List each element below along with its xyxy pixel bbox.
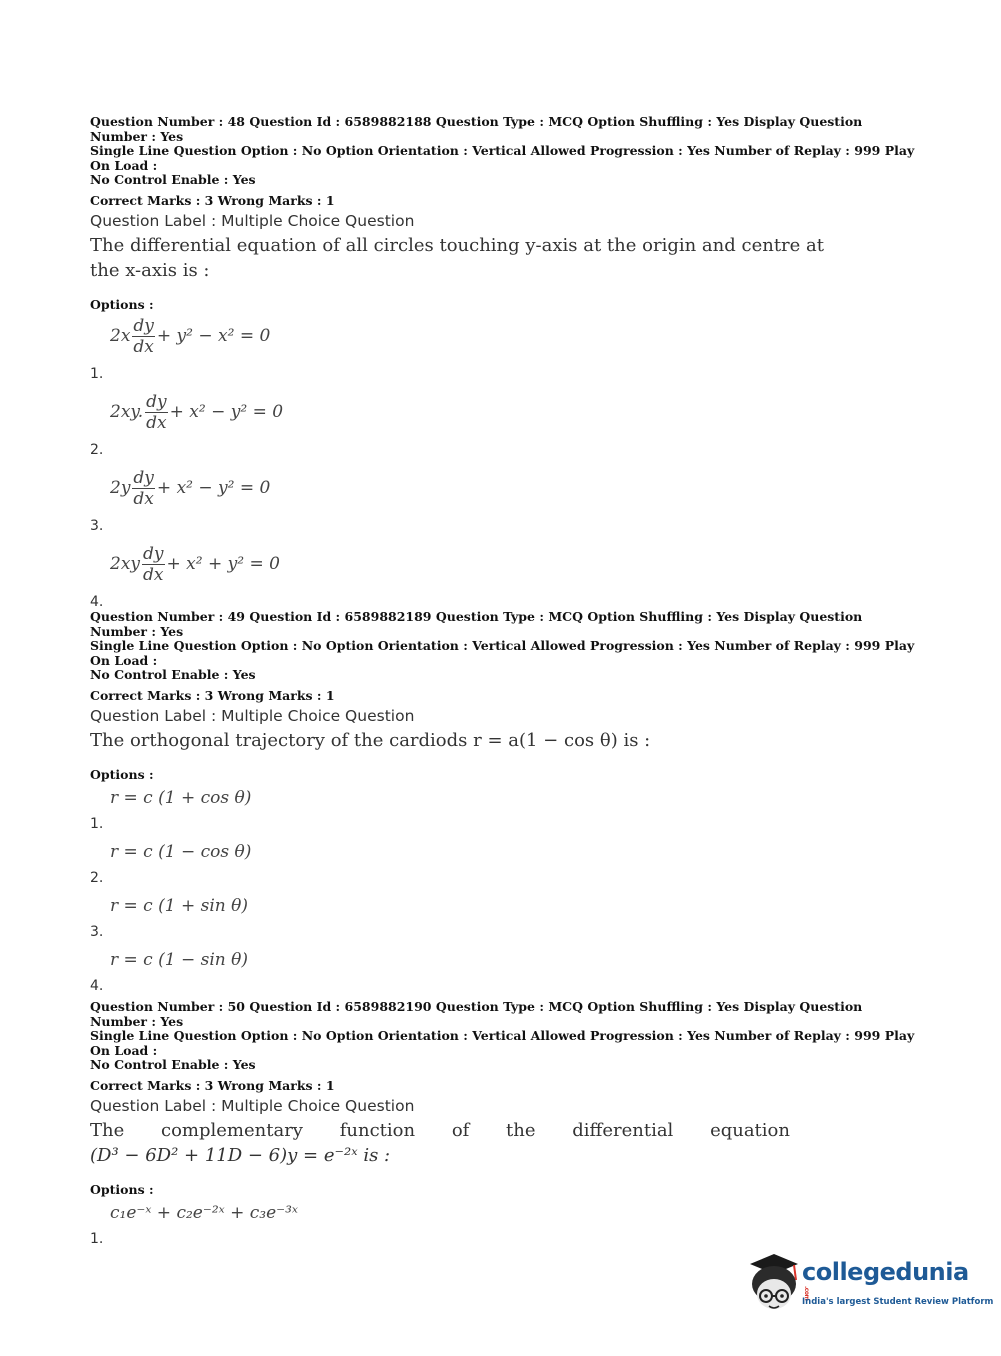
option-number: 1. [90,815,104,832]
fraction: $\frac{dy}{dx}$ [133,467,154,509]
fraction: $\frac{dy}{dx}$ [133,315,154,357]
options-list [90,314,920,618]
fraction: $\frac{dy}{dx}$ [143,543,164,585]
question-text-line: The complementary function of the differential equation [90,1119,790,1141]
marks-line: Correct Marks : 3 Wrong Marks : 1 [90,687,335,703]
option-equation: c₁e⁻ˣ + c₂e⁻²ˣ + c₃e⁻³ˣ [110,1202,298,1223]
question-label: Question Label : Multiple Choice Question [90,1096,415,1115]
question-label: Question Label : Multiple Choice Question [90,211,415,230]
logo-wordmark: collegedunia.com [802,1258,969,1301]
option-4[interactable] [90,948,920,1002]
option-2[interactable] [90,840,920,894]
logo-suffix: .com [803,1286,810,1301]
option-equation: 2y $\frac{dy}{dx}$ + x² − y² = 0 [110,467,271,509]
question-text [90,1118,920,1168]
fraction: $\frac{dy}{dx}$ [146,391,167,433]
option-number: 4. [90,977,104,994]
option-equation: r = c (1 − cos θ) [110,841,252,862]
equation-line: (D³ − 6D² + 11D − 6)y = e⁻²ˣ is : [90,1144,391,1166]
option-equation: r = c (1 + cos θ) [110,787,252,808]
option-2[interactable] [90,390,920,466]
question-text: The orthogonal trajectory of the cardiods r = a(1 − cos θ) is : [90,729,651,751]
option-1[interactable] [90,314,920,390]
option-equation: 2xy $\frac{dy}{dx}$ + x² + y² = 0 [110,543,280,585]
question-48 [90,115,920,618]
option-number: 1. [90,1230,104,1247]
option-equation: r = c (1 + sin θ) [110,895,248,916]
option-number: 2. [90,869,104,886]
option-equation: 2x $\frac{dy}{dx}$ + y² − x² = 0 [110,315,271,357]
options-label: Options : [90,766,154,782]
question-meta: Question Number : 50 Question Id : 6589882190 Question Type : MCQ Option Shuffling : Yes Display Question Number : Yes Single Line Question Option : No Option Orientation : Vertical Allowed Progression : Yes Number of Replay : 999 Play On Load : No Control Enable : Yes [90,999,915,1072]
options-label: Options : [90,1181,154,1197]
question-label: Question Label : Multiple Choice Question [90,706,415,725]
question-meta: Question Number : 48 Question Id : 6589882188 Question Type : MCQ Option Shuffling : Yes Display Question Number : Yes Single Line Question Option : No Option Orientation : Vertical Allowed Progression : Yes Number of Replay : 999 Play On Load : No Control Enable : Yes [90,114,915,187]
mascot-icon [744,1252,802,1318]
option-3[interactable] [90,466,920,542]
question-text: The differential equation of all circles touching y-axis at the origin and centre at the x-axis is : [90,234,824,281]
collegedunia-logo[interactable] [744,1252,994,1322]
option-equation: 2xy. $\frac{dy}{dx}$ + x² − y² = 0 [110,391,284,433]
marks-line: Correct Marks : 3 Wrong Marks : 1 [90,192,335,208]
option-number: 3. [90,923,104,940]
option-number: 2. [90,441,104,458]
options-list [90,1201,920,1255]
question-49 [90,610,920,1002]
option-1[interactable] [90,786,920,840]
options-list [90,786,920,1002]
logo-tagline: India's largest Student Review Platform [802,1297,994,1307]
options-label: Options : [90,296,154,312]
option-number: 1. [90,365,104,382]
option-4[interactable] [90,542,920,618]
question-meta: Question Number : 49 Question Id : 6589882189 Question Type : MCQ Option Shuffling : Yes Display Question Number : Yes Single Line Question Option : No Option Orientation : Vertical Allowed Progression : Yes Number of Replay : 999 Play On Load : No Control Enable : Yes [90,609,915,682]
option-equation: r = c (1 − sin θ) [110,949,248,970]
option-number: 3. [90,517,104,534]
marks-line: Correct Marks : 3 Wrong Marks : 1 [90,1077,335,1093]
option-1[interactable] [90,1201,920,1255]
option-3[interactable] [90,894,920,948]
question-50 [90,1000,920,1255]
option-number: 4. [90,593,104,610]
